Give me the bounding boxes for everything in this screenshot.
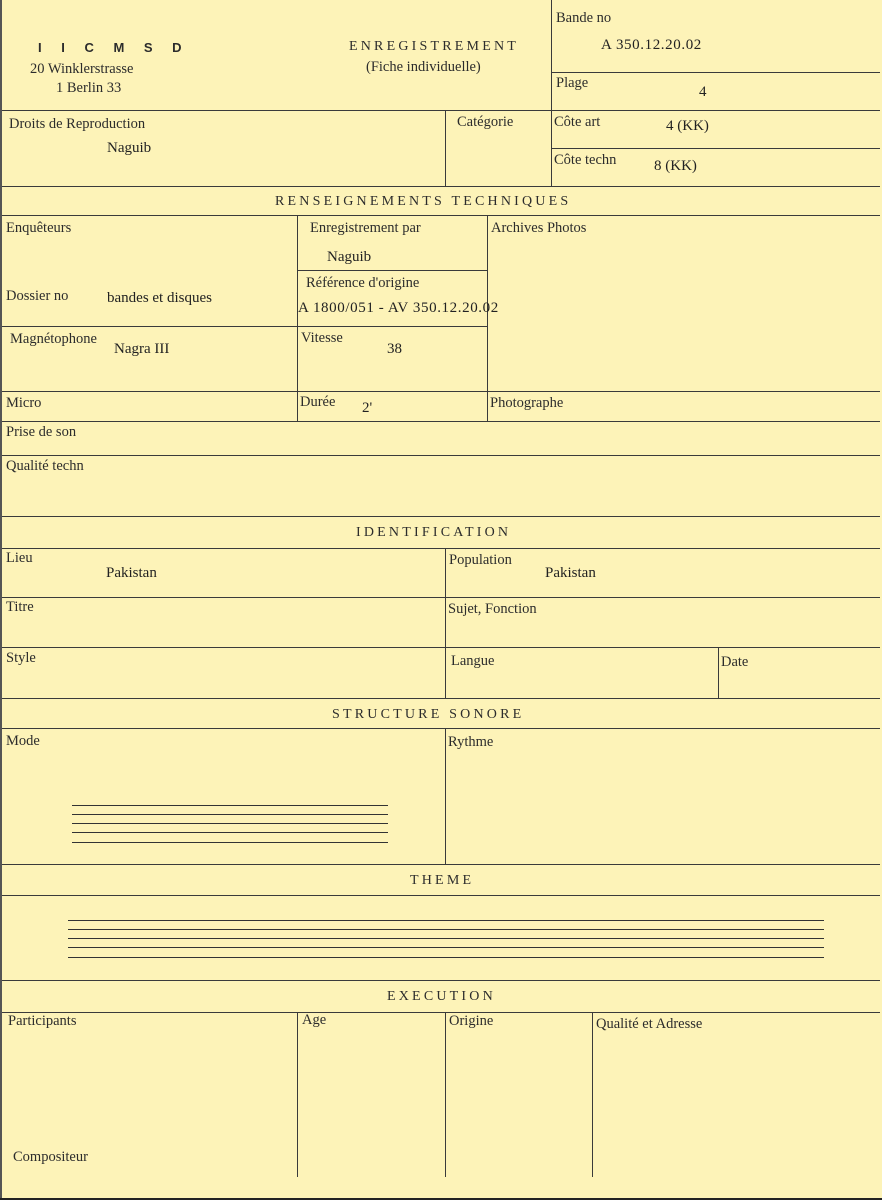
column-divider (297, 1012, 298, 1177)
form-title: ENREGISTREMENT (349, 39, 520, 54)
rule (2, 326, 487, 327)
origine-label: Origine (449, 1013, 494, 1029)
column-divider (551, 0, 552, 186)
rule (551, 148, 880, 149)
staff-line (72, 805, 388, 806)
rule (297, 270, 487, 271)
style-label: Style (6, 650, 36, 666)
cote-techn-label: Côte techn (554, 152, 617, 168)
langue-label: Langue (451, 653, 495, 669)
titre-label: Titre (6, 599, 34, 615)
compositeur-label: Compositeur (13, 1149, 88, 1165)
vitesse-value: 38 (387, 341, 402, 357)
prise-de-son-label: Prise de son (6, 424, 77, 440)
reference-value: A 1800/051 - AV 350.12.20.02 (298, 300, 499, 316)
rythme-label: Rythme (448, 734, 494, 750)
staff-line (72, 842, 388, 843)
staff-line (68, 947, 824, 948)
column-divider (445, 1012, 446, 1177)
lieu-value: Pakistan (106, 565, 157, 581)
plage-label: Plage (556, 75, 589, 91)
staff-line (68, 957, 824, 958)
photographe-label: Photographe (490, 395, 564, 411)
droits-label: Droits de Reproduction (9, 116, 146, 132)
staff-line (72, 823, 388, 824)
form-subtitle: (Fiche individuelle) (366, 59, 481, 75)
qualite-techn-label: Qualité techn (6, 458, 84, 474)
magnetophone-label: Magnétophone (10, 331, 97, 347)
plage-value: 4 (699, 84, 707, 100)
staff-line (68, 929, 824, 930)
rule (2, 186, 880, 187)
population-value: Pakistan (545, 565, 596, 581)
qualite-adresse-label: Qualité et Adresse (596, 1016, 703, 1032)
rule (2, 391, 880, 392)
duree-label: Durée (300, 394, 336, 410)
column-divider (297, 215, 298, 421)
magnetophone-value: Nagra III (114, 341, 170, 357)
rule (2, 110, 880, 111)
rule (2, 1012, 880, 1013)
rule (2, 728, 880, 729)
cote-techn-value: 8 (KK) (654, 158, 697, 174)
date-label: Date (721, 654, 749, 670)
rule (2, 647, 880, 648)
rule (2, 895, 880, 896)
rule (2, 980, 880, 981)
column-divider (445, 548, 446, 698)
rule (2, 597, 880, 598)
section-heading-theme: THEME (410, 873, 475, 888)
section-heading-structure: STRUCTURE SONORE (332, 707, 525, 722)
org-name: I I C M S D (38, 40, 190, 55)
rule (2, 455, 880, 456)
bande-no-label: Bande no (556, 10, 612, 26)
participants-label: Participants (8, 1013, 77, 1029)
column-divider (592, 1012, 593, 1177)
enregistrement-par-label: Enregistrement par (310, 220, 421, 236)
sujet-fonction-label: Sujet, Fonction (448, 601, 537, 617)
section-heading-technique: RENSEIGNEMENTS TECHNIQUES (275, 194, 572, 209)
droits-value: Naguib (107, 140, 152, 156)
rule (2, 864, 880, 865)
enqueteurs-label: Enquêteurs (6, 220, 72, 236)
rule (2, 215, 880, 216)
org-city: 1 Berlin 33 (56, 80, 122, 96)
archives-photos-label: Archives Photos (491, 220, 587, 236)
staff-line (72, 814, 388, 815)
rule (2, 698, 880, 699)
section-heading-identification: IDENTIFICATION (356, 525, 512, 540)
bande-no-value: A 350.12.20.02 (601, 37, 702, 53)
mode-label: Mode (6, 733, 40, 749)
cote-art-value: 4 (KK) (666, 118, 709, 134)
staff-line (68, 938, 824, 939)
column-divider (487, 215, 488, 421)
column-divider (718, 647, 719, 698)
staff-line (72, 832, 388, 833)
reference-label: Référence d'origine (306, 275, 420, 291)
categorie-label: Catégorie (457, 114, 514, 130)
section-heading-execution: EXECUTION (387, 989, 496, 1004)
dossier-value: bandes et disques (107, 290, 212, 306)
population-label: Population (449, 552, 512, 568)
micro-label: Micro (6, 395, 42, 411)
enregistrement-par-value: Naguib (327, 249, 372, 265)
duree-value: 2' (362, 400, 373, 416)
rule (2, 516, 880, 517)
cote-art-label: Côte art (554, 114, 601, 130)
rule (2, 421, 880, 422)
column-divider (445, 110, 446, 186)
staff-line (68, 920, 824, 921)
rule (2, 548, 880, 549)
org-street: 20 Winklerstrasse (30, 61, 134, 77)
vitesse-label: Vitesse (301, 330, 343, 346)
lieu-label: Lieu (6, 550, 33, 566)
rule (551, 72, 880, 73)
column-divider (445, 728, 446, 864)
age-label: Age (302, 1012, 327, 1028)
dossier-label: Dossier no (6, 288, 69, 304)
